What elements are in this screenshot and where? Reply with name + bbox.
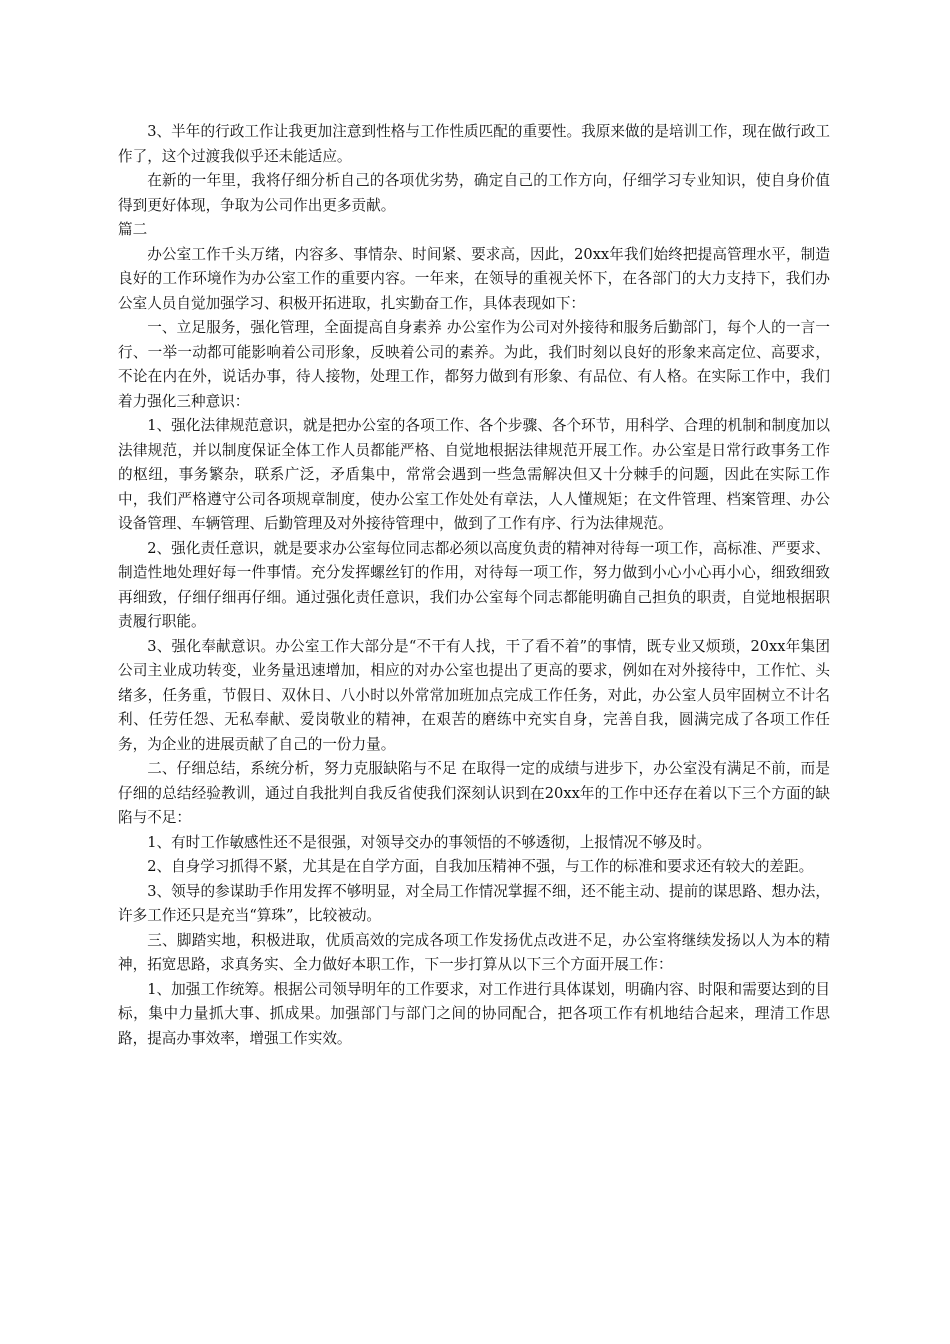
paragraph: 二、仔细总结，系统分析，努力克服缺陷与不足 在取得一定的成绩与进步下，办公室没有满足不前，而是仔细的总结经验教训，通过自我批判自我反省使我们深刻认识到在20xx年的工作中还存在着以下三个方面的缺陷与不足： [118,760,830,826]
paragraph: 三、脚踏实地，积极进取，优质高效的完成各项工作发扬优点改进不足，办公室将继续发扬以人为本的精神，拓宽思路，求真务实、全力做好本职工作，下一步打算从以下三个方面开展工作： [118,931,830,973]
paragraph: 3、领导的参谋助手作用发挥不够明显，对全局工作情况掌握不细，还不能主动、提前的谋思路、想办法，许多工作还只是充当“算珠”，比较被动。 [118,882,830,924]
paragraph: 1、有时工作敏感性还不是很强，对领导交办的事领悟的不够透彻，上报情况不够及时。 [147,833,712,851]
document-page [118,120,830,1051]
paragraph: 在新的一年里，我将仔细分析自己的各项优劣势，确定自己的工作方向，仔细学习专业知识，使自身价值得到更好体现，争取为公司作出更多贡献。 [118,172,830,214]
paragraph: 2、强化责任意识，就是要求办公室每位同志都必须以高度负责的精神对待每一项工作，高标准、严要求、制造性地处理好每一件事情。充分发挥螺丝钉的作用，对待每一项工作，努力做到小心小心再小心，细致细致再细致，仔细仔细再仔细。通过强化责任意识，我们办公室每个同志都能明确自己担负的职责，自觉地根据职责履行职能。 [118,539,830,630]
paragraph: 1、加强工作统筹。根据公司领导明年的工作要求，对工作进行具体谋划，明确内容、时限和需要达到的目标，集中力量抓大事、抓成果。加强部门与部门之间的协同配合，把各项工作有机地结合起来，理清工作思路，提高办事效率，增强工作实效。 [118,980,830,1047]
section-heading: 篇二 [118,221,148,238]
paragraph: 1、强化法律规范意识，就是把办公室的各项工作、各个步骤、各个环节，用科学、合理的机制和制度加以法律规范，并以制度保证全体工作人员都能严格、自觉地根据法律规范开展工作。办公室是日常行政事务工作的枢纽，事务繁杂，联系广泛，矛盾集中，常常会遇到一些急需解决但又十分棘手的问题，因此在实际工作中，我们严格遵守公司各项规章制度，使办公室工作处处有章法，人人懂规矩；在文件管理、档案管理、办公设备管理、车辆管理、后勤管理及对外接待管理中，做到了工作有序、行为法律规范。 [118,417,830,532]
paragraph: 2、自身学习抓得不紧，尤其是在自学方面，自我加压精神不强，与工作的标准和要求还有较大的差距。 [147,858,814,875]
paragraph: 一、立足服务，强化管理，全面提高自身素养 办公室作为公司对外接待和服务后勤部门，每个人的一言一行、一举一动都可能影响着公司形象，反映着公司的素养。为此，我们时刻以良好的形象来高定位、高要求，不论在内在外，说话办事，待人接物，处理工作，都努力做到有形象、有品位、有人格。在实际工作中，我们着力强化三种意识： [118,319,830,410]
paragraph: 3、半年的行政工作让我更加注意到性格与工作性质匹配的重要性。我原来做的是培训工作，现在做行政工作了，这个过渡我似乎还未能适应。 [118,123,830,165]
paragraph: 3、强化奉献意识。办公室工作大部分是“不干有人找，干了看不着”的事情，既专业又烦琐，20xx年集团公司主业成功转变，业务量迅速增加，相应的对办公室也提出了更高的要求，例如在对外接待中，工作忙、头绪多，任务重，节假日、双休日、八小时以外常常加班加点完成工作任务，对此，办公室人员牢固树立不计名利、任劳任怨、无私奉献、爱岗敬业的精神，在艰苦的磨练中充实自身，完善自我，圆满完成了各项工作任务，为企业的进展贡献了自己的一份力量。 [118,637,830,753]
paragraph: 办公室工作千头万绪，内容多、事情杂、时间紧、要求高，因此，20xx年我们始终把提高管理水平，制造良好的工作环境作为办公室工作的重要内容。一年来，在领导的重视关怀下，在各部门的大力支持下，我们办公室人员自觉加强学习、积极开拓进取，扎实勤奋工作，具体表现如下： [118,245,830,312]
